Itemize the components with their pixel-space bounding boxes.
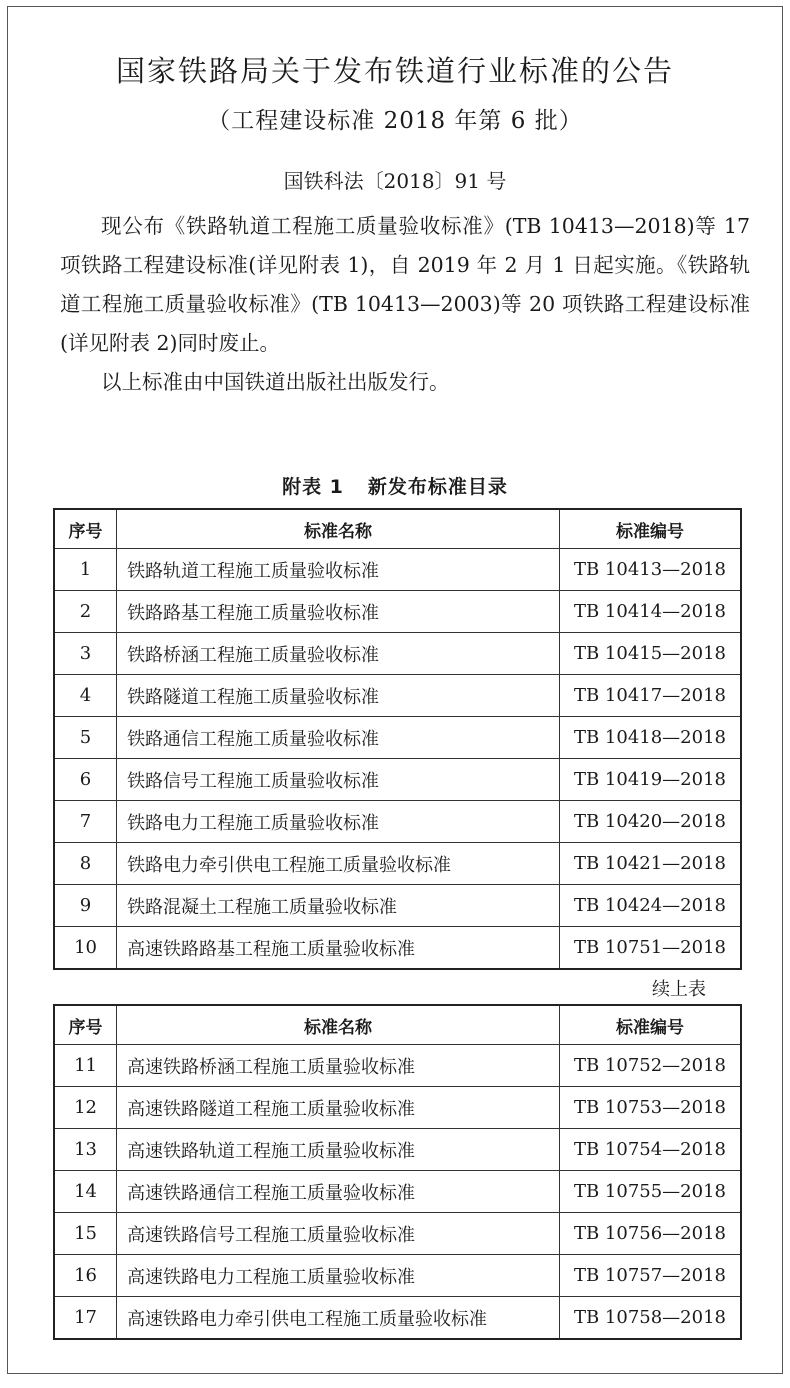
body-paragraph: 以上标准由中国铁道出版社出版发行。 bbox=[101, 370, 450, 394]
cell-no: 12 bbox=[54, 1087, 117, 1129]
cell-code: TB 10757—2018 bbox=[559, 1255, 741, 1297]
cell-code: TB 10424—2018 bbox=[559, 885, 741, 927]
header-no: 序号 bbox=[54, 509, 117, 549]
document-number: 国铁科法〔2018〕91 号 bbox=[283, 169, 507, 193]
cell-name: 铁路桥涵工程施工质量验收标准 bbox=[117, 633, 560, 675]
cell-name: 高速铁路通信工程施工质量验收标准 bbox=[117, 1171, 560, 1213]
cell-name: 高速铁路路基工程施工质量验收标准 bbox=[117, 927, 560, 970]
cell-no: 16 bbox=[54, 1255, 117, 1297]
cell-name: 高速铁路信号工程施工质量验收标准 bbox=[117, 1213, 560, 1255]
cell-no: 9 bbox=[54, 885, 117, 927]
cell-no: 3 bbox=[54, 633, 117, 675]
cell-name: 铁路通信工程施工质量验收标准 bbox=[117, 717, 560, 759]
table-row bbox=[54, 843, 741, 885]
table-2-body bbox=[54, 1045, 741, 1340]
cell-name: 铁路信号工程施工质量验收标准 bbox=[117, 759, 560, 801]
cell-no: 13 bbox=[54, 1129, 117, 1171]
cell-name: 高速铁路轨道工程施工质量验收标准 bbox=[117, 1129, 560, 1171]
cell-code: TB 10753—2018 bbox=[559, 1087, 741, 1129]
cell-name: 铁路电力工程施工质量验收标准 bbox=[117, 801, 560, 843]
cell-code: TB 10755—2018 bbox=[559, 1171, 741, 1213]
cell-name: 高速铁路电力工程施工质量验收标准 bbox=[117, 1255, 560, 1297]
table-1-body bbox=[54, 549, 741, 970]
cell-code: TB 10415—2018 bbox=[559, 633, 741, 675]
table-row bbox=[54, 1213, 741, 1255]
cell-code: TB 10756—2018 bbox=[559, 1213, 741, 1255]
page-title: 国家铁路局关于发布铁道行业标准的公告 bbox=[115, 54, 674, 88]
cell-no: 6 bbox=[54, 759, 117, 801]
table-row bbox=[54, 549, 741, 591]
cell-name: 铁路轨道工程施工质量验收标准 bbox=[117, 549, 560, 591]
cell-name: 铁路混凝土工程施工质量验收标准 bbox=[117, 885, 560, 927]
table-row bbox=[54, 1129, 741, 1171]
cell-name: 高速铁路桥涵工程施工质量验收标准 bbox=[117, 1045, 560, 1087]
cell-code: TB 10414—2018 bbox=[559, 591, 741, 633]
header-name: 标准名称 bbox=[117, 509, 560, 549]
header-code: 标准编号 bbox=[559, 1005, 741, 1045]
cell-no: 5 bbox=[54, 717, 117, 759]
cell-code: TB 10751—2018 bbox=[559, 927, 741, 970]
table-caption-title: 新发布标准目录 bbox=[367, 476, 508, 498]
cell-code: TB 10754—2018 bbox=[559, 1129, 741, 1171]
cell-no: 7 bbox=[54, 801, 117, 843]
table-row bbox=[54, 675, 741, 717]
cell-name: 铁路路基工程施工质量验收标准 bbox=[117, 591, 560, 633]
cell-code: TB 10418—2018 bbox=[559, 717, 741, 759]
table-row bbox=[54, 759, 741, 801]
cell-no: 11 bbox=[54, 1045, 117, 1087]
standards-table-2 bbox=[53, 1004, 742, 1340]
cell-no: 2 bbox=[54, 591, 117, 633]
table-row bbox=[54, 1171, 741, 1213]
body-paragraph: 现公布《铁路轨道工程施工质量验收标准》(TB 10413—2018)等 17 项铁路工程建设标准(详见附表 1)，自 2019 年 2 月 1 日起实施。《铁路轨道工程施工质量验收标准》(TB 10413—2003)等 20 项铁路工程建设标准(详见附表 2)同时废止。 bbox=[60, 214, 750, 355]
continued-label: 续上表 bbox=[652, 979, 706, 1000]
table-row bbox=[54, 801, 741, 843]
table-row bbox=[54, 1297, 741, 1340]
cell-code: TB 10417—2018 bbox=[559, 675, 741, 717]
cell-no: 1 bbox=[54, 549, 117, 591]
cell-code: TB 10421—2018 bbox=[559, 843, 741, 885]
cell-code: TB 10419—2018 bbox=[559, 759, 741, 801]
cell-no: 14 bbox=[54, 1171, 117, 1213]
cell-name: 高速铁路电力牵引供电工程施工质量验收标准 bbox=[117, 1297, 560, 1340]
cell-no: 17 bbox=[54, 1297, 117, 1340]
document-page bbox=[7, 6, 783, 1374]
table-caption bbox=[8, 472, 782, 499]
table-row bbox=[54, 927, 741, 970]
announcement-body bbox=[60, 207, 750, 402]
table-row bbox=[54, 633, 741, 675]
cell-code: TB 10413—2018 bbox=[559, 549, 741, 591]
standards-table-1 bbox=[53, 508, 742, 970]
header-name: 标准名称 bbox=[117, 1005, 560, 1045]
cell-no: 8 bbox=[54, 843, 117, 885]
table-caption-number: 附表 1 bbox=[282, 476, 344, 498]
cell-no: 15 bbox=[54, 1213, 117, 1255]
cell-code: TB 10758—2018 bbox=[559, 1297, 741, 1340]
header-no: 序号 bbox=[54, 1005, 117, 1045]
cell-name: 铁路电力牵引供电工程施工质量验收标准 bbox=[117, 843, 560, 885]
cell-code: TB 10752—2018 bbox=[559, 1045, 741, 1087]
header-code: 标准编号 bbox=[559, 509, 741, 549]
cell-name: 高速铁路隧道工程施工质量验收标准 bbox=[117, 1087, 560, 1129]
table-row bbox=[54, 591, 741, 633]
table-header-row bbox=[54, 1005, 741, 1045]
table-row bbox=[54, 885, 741, 927]
table-row bbox=[54, 1255, 741, 1297]
cell-name: 铁路隧道工程施工质量验收标准 bbox=[117, 675, 560, 717]
cell-no: 10 bbox=[54, 927, 117, 970]
table-row bbox=[54, 717, 741, 759]
table-row bbox=[54, 1087, 741, 1129]
cell-code: TB 10420—2018 bbox=[559, 801, 741, 843]
page-subtitle: （工程建设标准 2018 年第 6 批） bbox=[207, 108, 583, 134]
cell-no: 4 bbox=[54, 675, 117, 717]
table-header-row bbox=[54, 509, 741, 549]
table-row bbox=[54, 1045, 741, 1087]
